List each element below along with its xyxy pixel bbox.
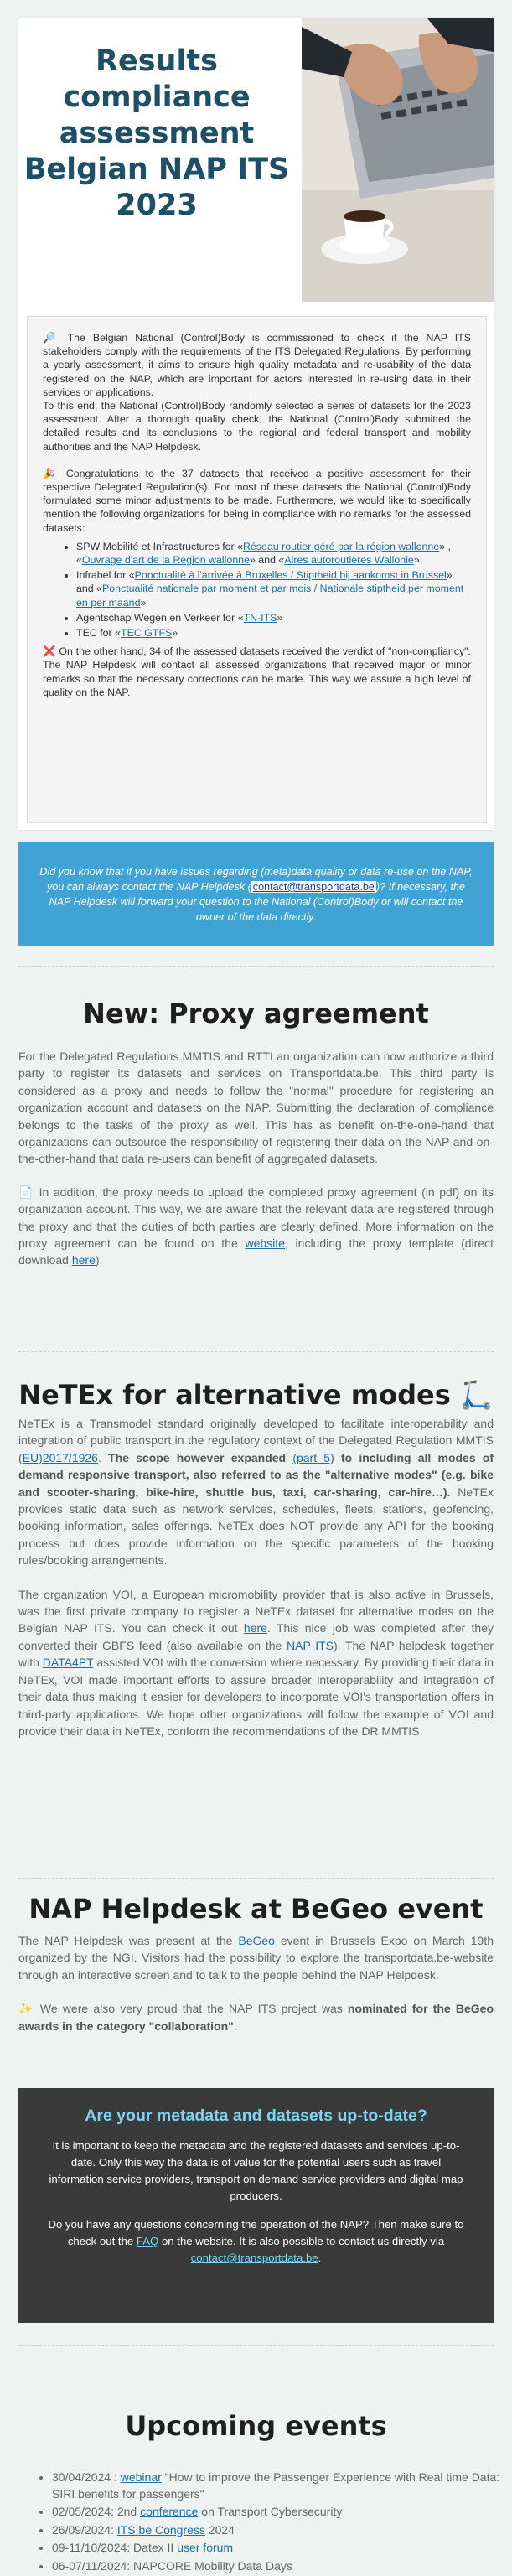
netex-section-title <box>0 1379 512 1411</box>
hero-title-line: 2023 <box>116 189 198 222</box>
begeo-section-title: NAP Helpdesk at BeGeo event <box>28 1893 484 1925</box>
results-paragraph-text: The Belgian National (Control)Body is commissioned to check if the NAP ITS stakeholders comply with the requirements of the ITS Delegated Regulations. By performing a yearly assessment, it aims to ensure high quality metadata and re-usability of the data registered on the NAP, which are important for actors interested in re-using data in their services or applications. <box>43 332 471 398</box>
non-compliance-text: On the other hand, 34 of the assessed datasets received the verdict of "non-compliancy". The NAP Helpdesk will contact all assessed organizations that received major or minor remarks so that the necessary corrections can be made. This way we assure a high level of quality on the NAP. <box>43 645 472 698</box>
tip-text: Did you know that if you have issues regarding (meta)data quality or data re-use on the NAP, you can always contact the NAP Helpdesk ( <box>39 866 473 893</box>
event-text: on Transport Cybersecurity <box>198 2505 343 2518</box>
congratulations-text: Congratulations to the 37 datasets that received a positive assessment for their respective Delegated Regulation(s). For most of these datasets the National (Control)Body formulated some minor adjustments to be made. Furthermore, we would like to specifically mention the following organizations for being in compliance with no remarks for the assessed datasets: <box>43 467 471 534</box>
list-item <box>76 540 471 567</box>
voi-text: The organization VOI, a European micromobility provider that is also active in Brussels, was the first private company to register a NeTEx dataset for alternative modes on the Belgian NAP ITS. You can check it out <box>18 1587 494 1635</box>
voi-paragraph <box>18 1586 494 1740</box>
begeo-section <box>18 1932 494 2034</box>
metadata-box-text: Do you have any questions concerning the operation of the NAP? Then make sure to check out the <box>48 2218 464 2247</box>
cross-mark-icon: ❌ <box>43 645 56 658</box>
separator: » and « <box>76 569 453 595</box>
non-compliance-paragraph <box>43 645 471 699</box>
section-divider <box>18 1878 494 1879</box>
hero-title-line: Belgian NAP ITS <box>23 153 290 186</box>
voi-text: assisted VOI with the conversion where necessary. By providing their data in NeTEx, VOI made important efforts to assure broader interoperability and integration of their data thus making it easier for developers to incorporate VOI's transportation offers in third-party applications. We hope other organizations will follow the example of VOI and provide their data in NeTEx, conform the recommendations of the DR MMTIS. <box>18 1656 494 1738</box>
proxy-agreement-paragraph <box>18 1184 494 1269</box>
results-paragraph <box>43 331 471 399</box>
section-divider <box>18 2345 494 2346</box>
its-congress-link[interactable]: ITS.be Congress <box>116 2522 205 2537</box>
netex-text: NeTEx is a Transmodel standard originally developed to facilitate interoperability and integration of public transport in the regulatory context of the Delegated Regulation MMTIS ( <box>18 1417 494 1464</box>
netex-text: . <box>97 1450 109 1464</box>
netex-paragraph <box>18 1415 494 1569</box>
proxy-paragraph: For the Delegated Regulations MMTIS and RTTI an organization can now authorize a third party to register its datasets and services on Transportdata.be. This third party is considered as a proxy and needs to follow the "normal" procedure for registering an organization account and datasets on the NAP. Submitting the declaration of compliance belongs to the tasks of the proxy as well. This has as benefit on-the-one-hand that organizations can outsource the responsibility of registering their data on the NAP and on-the-other-hand that data re-users can benefit of aggregated datasets. <box>18 1050 494 1166</box>
proxy-template-download-link[interactable]: here <box>71 1253 96 1267</box>
kick-scooter-icon: 🛴 <box>459 1379 494 1411</box>
magnifier-icon: 🔎 <box>43 332 60 344</box>
dataset-link[interactable]: Ponctualité à l'arrivée à Bruxelles / Stiptheid bij aankomst in Brussel <box>134 569 447 582</box>
document-icon: 📄 <box>18 1184 35 1199</box>
metadata-box-text: . <box>318 2252 322 2264</box>
dataset-link[interactable]: TN-ITS <box>243 611 277 624</box>
contact-email-link[interactable]: contact@transportdata.be <box>190 2252 318 2264</box>
event-text: 30/04/2024 : <box>52 2470 121 2484</box>
dataset-link[interactable]: TEC GTFS <box>121 627 173 640</box>
laptop-photo-illustration <box>302 18 494 302</box>
section-divider <box>18 966 494 967</box>
user-forum-link[interactable]: user forum <box>177 2541 234 2554</box>
proxy-text: In addition, the proxy needs to upload the completed proxy agreement (in pdf) on its organization account. This way, we are aware that the relevant data are registered through the proxy and that the duties of both parties are clearly defined. More information on the proxy agreement can be found on the <box>18 1184 494 1251</box>
proxy-section <box>18 1048 494 1269</box>
sparkles-icon: ✨ <box>18 2002 35 2016</box>
begeo-award-paragraph <box>18 2000 494 2034</box>
results-paragraph <box>43 399 471 454</box>
voi-text: . This nice job was completed after they converted their GBFS feed (also available on the <box>18 1621 494 1652</box>
netex-title-text: NeTEx for alternative modes <box>18 1379 451 1411</box>
event-text: "How to improve the Passenger Experience with Real time Data: SIRI benefits for passengers" <box>52 2470 500 2501</box>
event-item <box>52 2558 504 2575</box>
metadata-reminder-box <box>18 2088 494 2323</box>
hero-title-line: assessment <box>59 117 255 150</box>
dataset-link[interactable]: Ouvrage d'art de la Région wallonne <box>81 554 250 567</box>
event-text: 02/05/2024: 2nd <box>52 2505 141 2518</box>
assessment-results-box <box>27 316 487 823</box>
voi-dataset-link[interactable]: here <box>243 1621 267 1635</box>
separator: » <box>413 554 420 567</box>
section-divider <box>18 1351 494 1352</box>
begeo-paragraph <box>18 1932 494 1983</box>
separator: » , « <box>76 540 451 567</box>
webinar-link[interactable]: webinar <box>120 2470 162 2484</box>
separator: » <box>172 627 178 640</box>
upcoming-events-list <box>34 2470 504 2576</box>
regulation-link[interactable]: EU)2017/1926 <box>22 1450 98 1464</box>
begeo-text: event in Brussels Expo on March 19th organized by the NGI. Visitors had the possibility to explore the transportdata.be-website through an interactive screen and to talk to the people behind the NAP Helpdesk. <box>18 1934 494 1982</box>
metadata-box-paragraph: It is important to keep the metadata and the registered datasets and services up-to-date. Only this way the data is of value for the potential users such as travel information service providers, transport on demand service providers and digital map producers. <box>49 2139 463 2202</box>
data4pt-link[interactable]: DATA4PT <box>42 1656 94 1670</box>
event-text: 2024 <box>204 2522 235 2537</box>
voi-text: ). The NAP helpdesk together with <box>18 1638 494 1670</box>
netex-bold-text: to including all modes of demand responsive transport, also referred to as the "alternative modes" (e.g. bike and scooter-sharing, bike-hire, shuttle bus, taxi, car-sharing, car-hire…). <box>18 1450 494 1499</box>
begeo-text: We were also very proud that the NAP ITS project was <box>34 2002 348 2016</box>
dataset-link[interactable]: Réseau routier géré par la région wallonne <box>243 540 440 552</box>
results-paragraph-text: To this end, the National (Control)Body randomly selected a series of datasets for the 2023 assessment. After a thorough quality check, the National (Control)Body submitted the detailed results and its conclusions to the regional and federal transport and mobility authorities and the NAP Helpdesk. <box>43 400 471 453</box>
helpdesk-email-link[interactable]: contact@transportdata.be <box>252 881 375 893</box>
event-text: 06-07/11/2024: NAPCORE Mobility Data Days <box>52 2558 292 2573</box>
event-item <box>52 2504 504 2521</box>
proxy-text: ). <box>95 1253 103 1267</box>
website-link[interactable]: website <box>245 1236 285 1251</box>
netex-text: NeTEx provides static data such as network services, schedules, fleets, stations, geofencing, booking information, sales offerings. NeTEx does NOT provide any API for the booking process but does provide information on the specific parameters of the booking rules/booking arrangements. <box>18 1485 494 1568</box>
hero-card <box>18 18 494 830</box>
tip-text: )? If necessary, the NAP Helpdesk will forward your question to the National (Control)Body or will contact the owner of the data directly. <box>49 881 466 923</box>
org-label: TEC for « <box>76 627 122 640</box>
congratulations-paragraph <box>43 467 471 535</box>
helpdesk-tip-box <box>18 842 494 946</box>
proxy-section-title: New: Proxy agreement <box>83 998 429 1029</box>
hero-title-line: compliance <box>63 80 251 114</box>
org-label: Infrabel for « <box>76 569 135 582</box>
netex-section <box>18 1415 494 1739</box>
event-item <box>52 2522 504 2539</box>
separator: » and « <box>249 554 285 567</box>
event-item <box>52 2470 504 2502</box>
proxy-text: , including the proxy template (direct download <box>18 1236 494 1267</box>
events-section-title: Upcoming events <box>125 2410 387 2442</box>
begeo-text: The NAP Helpdesk was present at the <box>18 1934 239 1947</box>
netex-bold-text: The scope however expanded <box>108 1450 293 1464</box>
org-label: SPW Mobilité et Infrastructures for « <box>76 540 244 552</box>
event-text: 26/09/2024: <box>52 2522 117 2537</box>
nap-its-link[interactable]: NAP ITS <box>287 1638 334 1652</box>
conference-link[interactable]: conference <box>140 2505 199 2518</box>
metadata-box-text: on the website. It is also possible to contact us directly via <box>158 2235 445 2247</box>
dataset-link[interactable]: Ponctualité nationale par moment et par mois / Nationale stiptheid per moment en per maand <box>76 583 464 609</box>
part5-link[interactable]: (part 5) <box>292 1450 334 1464</box>
begeo-bold-text: nominated for the BeGeo awards in the category "collaboration" <box>18 2002 494 2033</box>
org-label: Agentschap Wegen en Verkeer for « <box>76 611 244 624</box>
list-item <box>76 626 471 640</box>
faq-link[interactable]: FAQ <box>136 2235 159 2247</box>
separator: » <box>140 596 147 609</box>
dataset-link[interactable]: Aires autoroutières Wallonie <box>284 554 414 567</box>
hero-title <box>18 44 295 224</box>
metadata-box-contact-paragraph <box>44 2216 468 2267</box>
list-item <box>76 568 471 609</box>
begeo-link[interactable]: BeGeo <box>238 1934 275 1947</box>
party-popper-icon: 🎉 <box>43 467 59 479</box>
event-text: 09-11/10/2024: Datex II <box>52 2541 178 2554</box>
begeo-text: . <box>233 2019 237 2033</box>
compliant-organizations-list <box>43 540 471 640</box>
list-item <box>76 611 471 625</box>
separator: » <box>277 611 283 624</box>
hero-photo-laptop-coffee <box>302 18 494 302</box>
hero-title-line: Results <box>96 44 218 78</box>
metadata-box-title: Are your metadata and datasets up-to-date? <box>85 2107 427 2125</box>
